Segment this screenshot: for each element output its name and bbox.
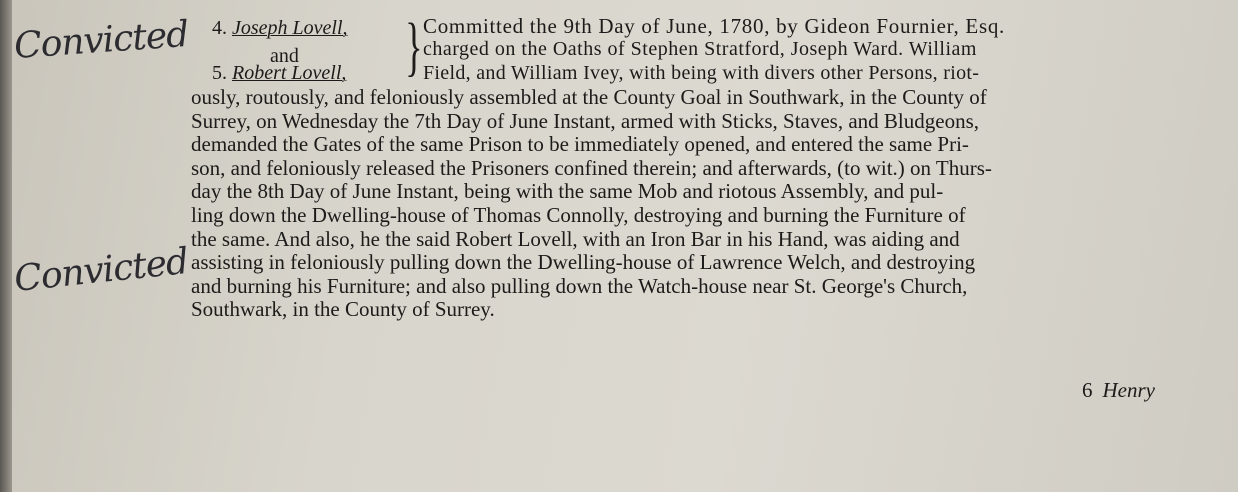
prisoner-name: Robert Lovell, [232,62,347,84]
prisoner-number: 5. [212,62,227,84]
body-line: Southwark, in the County of Surrey. [191,297,495,322]
header-line: Committed the 9th Day of June, 1780, by Gideon Fournier, Esq. [423,14,1005,38]
body-line: demanded the Gates of the same Prison to be immediately opened, and entered the same Pri- [191,132,969,157]
margin-note-convicted-1: Convicted [12,13,190,68]
entry-body [191,86,1166,322]
margin-note-convicted-2: Convicted [12,241,190,300]
body-line: the same. And also, he the said Robert Lovell, with an Iron Bar in his Hand, was aiding and [191,226,960,251]
body-line: assisting in feloniously pulling down the Dwelling-house of Lawrence Welch, and destroying [191,250,976,275]
conjunction: and [270,45,299,67]
catchword-word: Henry [1102,378,1155,402]
prisoner-4 [212,17,348,40]
body-line: and burning his Furniture; and also pulling down the Watch-house near St. George's Church, [191,273,968,298]
body-line: son, and feloniously released the Prisoners confined therein; and afterwards, (to wit.) on Thurs- [191,155,992,180]
prisoner-name: Joseph Lovell, [232,17,348,39]
page-edge [0,0,12,492]
body-line: ling down the Dwelling-house of Thomas Connolly, destroying and burning the Furniture of [191,202,966,227]
body-line: Surrey, on Wednesday the 7th Day of June Instant, armed with Sticks, Staves, and Bludgeons, [191,108,980,133]
catchword-number: 6 [1082,378,1093,402]
header-line: Field, and William Ivey, with being with divers other Persons, riot- [423,62,980,84]
brace-glyph: } [405,10,423,83]
body-line: ously, routously, and feloniously assembled at the County Goal in Southwark, in the County of [191,85,987,109]
header-line: charged on the Oaths of Stephen Stratford, Joseph Ward. William [423,38,977,60]
catchword [1082,378,1155,403]
prisoner-5 [212,62,346,85]
prisoner-number: 4. [212,17,227,39]
body-line: day the 8th Day of June Instant, being with the same Mob and riotous Assembly, and pul- [191,179,944,204]
